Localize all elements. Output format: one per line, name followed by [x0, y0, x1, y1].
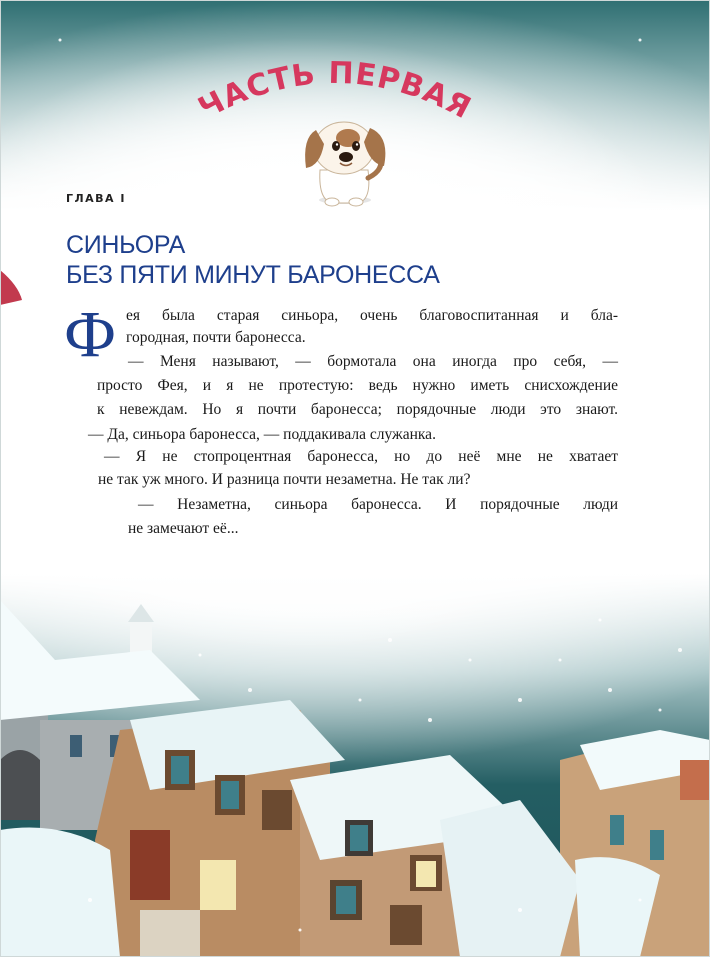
text-line: ея была старая синьора, очень благовоспитанная и бла-	[126, 307, 618, 324]
chapter-title-line-1: СИНЬОРА	[66, 231, 185, 259]
chapter-label: ГЛАВА I	[66, 192, 126, 205]
text-line: не замечают её...	[128, 520, 239, 537]
part-title-text: ЧАСТЬ ПЕРВАЯ	[193, 55, 478, 127]
drop-cap: Ф	[64, 298, 117, 371]
puppy-illustration	[300, 108, 390, 208]
chapter-title-line-2: БЕЗ ПЯТИ МИНУТ БАРОНЕССА	[66, 261, 440, 289]
text-line: — Да, синьора баронесса, — поддакивала служанка.	[88, 426, 436, 443]
text-line: к невеждам. Но я почти баронесса; порядочные люди это знают.	[97, 401, 618, 418]
text-line: не так уж много. И разница почти незаметна. Не так ли?	[98, 471, 471, 488]
text-line: — Меня называют, — бормотала она иногда про себя, —	[128, 353, 618, 370]
chapter-title	[66, 230, 626, 290]
text-line: — Незаметна, синьора баронесса. И порядочные люди	[138, 496, 618, 513]
umbrella-edge-illustration	[0, 270, 22, 305]
text-line: просто Фея, и я не протестую: ведь нужно иметь снисхождение	[97, 377, 618, 394]
text-line: городная, почти баронесса.	[126, 329, 306, 346]
text-line: — Я не стопроцентная баронесса, но до неё мне не хватает	[104, 448, 618, 465]
